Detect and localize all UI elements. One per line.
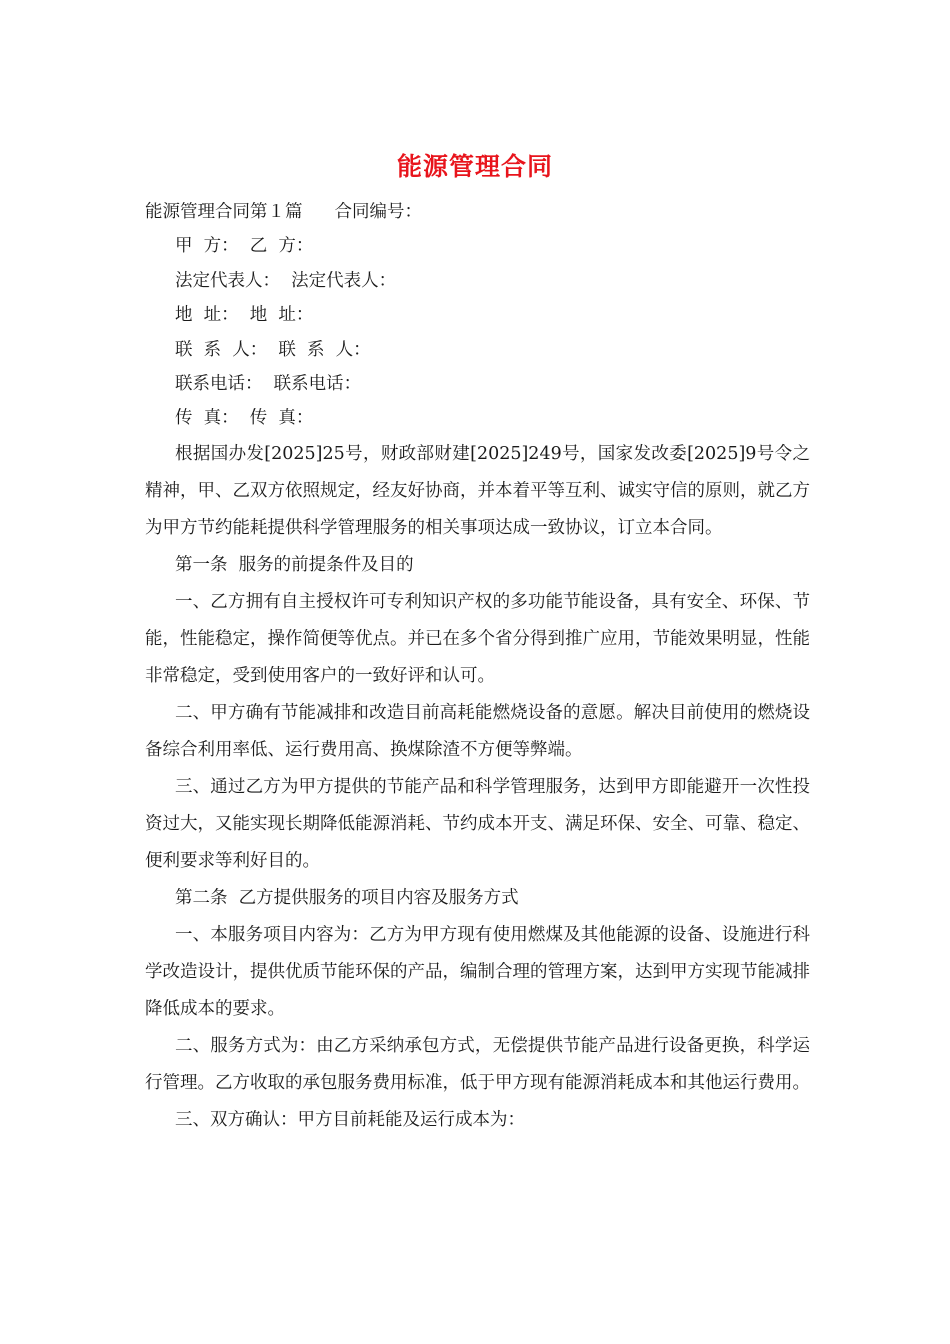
party-line-fax: 传 真： 传 真： <box>175 408 314 429</box>
header-line <box>145 195 810 229</box>
article-1-item-1: 一、乙方拥有自主授权许可专利知识产权的多功能节能设备，具有安全、环保、节能，性能稳定，操作简便等优点。并已在多个省分得到推广应用，节能效果明显，性能非常稳定，受到使用客户的一致好评和认可。 <box>145 591 810 686</box>
intro-paragraph: 根据国办发[2025]25号，财政部财建[2025]249号，国家发改委[2025]9号令之精神，甲、乙双方依照规定，经友好协商，并本着平等互利、诚实守信的原则，就乙方为甲方节约能耗提供科学管理服务的相关事项达成一致协议，订立本合同。 <box>145 443 810 538</box>
article-1-item-2: 二、甲方确有节能减排和改造目前高耗能燃烧设备的意愿。解决目前使用的燃烧设备综合利用率低、运行费用高、换煤除渣不方便等弊端。 <box>145 702 810 760</box>
article-2-item-3: 三、双方确认：甲方目前耗能及运行成本为： <box>175 1109 525 1130</box>
article-2-title: 第二条 乙方提供服务的项目内容及服务方式 <box>175 887 519 908</box>
document-body <box>145 195 810 1139</box>
party-line-name: 甲 方： 乙 方： <box>175 236 314 257</box>
document-title: 能源管理合同 <box>396 152 553 181</box>
article-2-item-2: 二、服务方式为：由乙方采纳承包方式，无偿提供节能产品进行设备更换，科学运行管理。乙方收取的承包服务费用标准，低于甲方现有能源消耗成本和其他运行费用。 <box>145 1035 810 1093</box>
article-1-title: 第一条 服务的前提条件及目的 <box>175 554 414 575</box>
contract-number-label: 合同编号： <box>334 202 422 222</box>
article-heading: 能源管理合同第１篇 <box>145 202 303 222</box>
party-line-representative: 法定代表人： 法定代表人： <box>175 270 397 291</box>
article-1-item-3: 三、通过乙方为甲方提供的节能产品和科学管理服务，达到甲方即能避开一次性投资过大，又能实现长期降低能源消耗、节约成本开支、满足环保、安全、可靠、稳定、便利要求等利好目的。 <box>145 776 810 871</box>
party-line-address: 地 址： 地 址： <box>175 305 314 326</box>
article-2-item-1: 一、本服务项目内容为：乙方为甲方现有使用燃煤及其他能源的设备、设施进行科学改造设计，提供优质节能环保的产品，编制合理的管理方案，达到甲方实现节能减排降低成本的要求。 <box>145 924 810 1019</box>
party-line-contact: 联 系 人： 联 系 人： <box>175 339 371 360</box>
party-line-phone: 联系电话： 联系电话： <box>175 373 362 394</box>
